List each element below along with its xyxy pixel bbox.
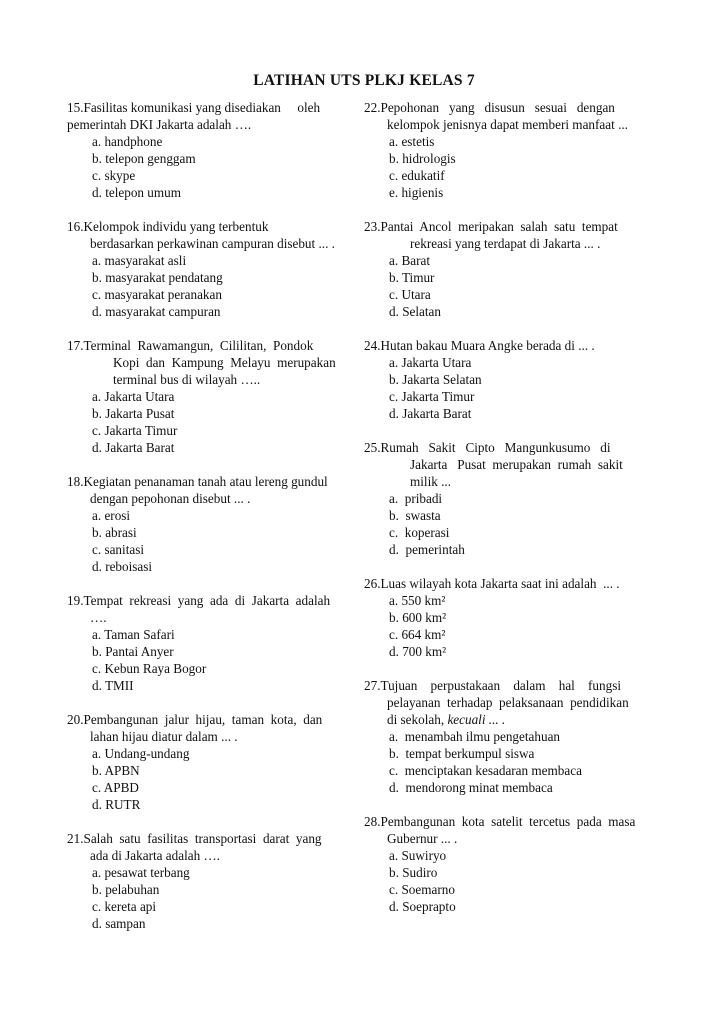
- stem-text: di sekolah,: [387, 712, 448, 727]
- answer-option: c. Utara: [389, 287, 431, 302]
- answer-option: b. pelabuhan: [92, 882, 160, 897]
- question-stem-cont: ….: [90, 610, 107, 625]
- answer-option: d. reboisasi: [92, 559, 153, 574]
- answer-option: a. masyarakat asli: [92, 253, 187, 268]
- question-stem: 18.Kegiatan penanaman tanah atau lereng gundul: [67, 474, 328, 489]
- answer-option: c. kereta api: [92, 899, 157, 914]
- answer-option: b. hidrologis: [389, 151, 456, 166]
- answer-option: d. Jakarta Barat: [92, 440, 175, 455]
- answer-option: d. sampan: [92, 916, 146, 931]
- question-17: [67, 337, 359, 456]
- answer-option: b. Jakarta Selatan: [389, 372, 482, 387]
- question-stem: 21.Salah satu fasilitas transportasi darat yang: [67, 831, 322, 846]
- answer-option: c. Jakarta Timur: [92, 423, 178, 438]
- answer-option: a. Suwiryo: [389, 848, 447, 863]
- answer-option: d. masyarakat campuran: [92, 304, 221, 319]
- question-stem-cont: dengan pepohonan disebut ... .: [90, 491, 251, 506]
- answer-option: b. abrasi: [92, 525, 137, 540]
- answer-option: b. Pantai Anyer: [92, 644, 174, 659]
- question-stem: 26.Luas wilayah kota Jakarta saat ini adalah ... .: [364, 576, 620, 591]
- stem-emphasis: kecuali ... .: [447, 712, 506, 727]
- answer-option: d. Soeprapto: [389, 899, 456, 914]
- right-column: [364, 99, 659, 915]
- answer-option: a. Barat: [389, 253, 431, 268]
- answer-option: b. 600 km²: [389, 610, 447, 625]
- question-22: [364, 99, 659, 201]
- question-stem-cont: kelompok jenisnya dapat memberi manfaat ...: [387, 117, 628, 132]
- answer-option: b. Jakarta Pusat: [92, 406, 175, 421]
- question-stem-cont: Gubernur ... .: [387, 831, 458, 846]
- answer-option: d. pemerintah: [389, 542, 465, 557]
- answer-option: c. masyarakat peranakan: [92, 287, 222, 302]
- question-stem: 25.Rumah Sakit Cipto Mangunkusumo di: [364, 440, 611, 455]
- question-stem-cont: rekreasi yang terdapat di Jakarta ... .: [410, 236, 601, 251]
- answer-option: c. APBD: [92, 780, 139, 795]
- answer-option: b. tempat berkumpul siswa: [389, 746, 535, 761]
- answer-option: c. Kebun Raya Bogor: [92, 661, 207, 676]
- question-24: [364, 337, 659, 422]
- question-25: [364, 439, 659, 558]
- question-stem: 19.Tempat rekreasi yang ada di Jakarta adalah: [67, 593, 331, 608]
- question-stem-cont: pemerintah DKI Jakarta adalah ….: [67, 117, 252, 132]
- answer-option: a. handphone: [92, 134, 163, 149]
- answer-option: d. TMII: [92, 678, 134, 693]
- left-column: [67, 99, 359, 932]
- question-stem-cont: [364, 711, 659, 728]
- answer-option: d. RUTR: [92, 797, 141, 812]
- question-28: [364, 813, 659, 915]
- answer-option: c. skype: [92, 168, 136, 183]
- question-stem-cont: berdasarkan perkawinan campuran disebut ... .: [90, 236, 335, 251]
- question-stem-cont: ada di Jakarta adalah ….: [90, 848, 220, 863]
- answer-option: a. Undang-undang: [92, 746, 190, 761]
- question-stem: 28.Pembangunan kota satelit tercetus pada masa: [364, 814, 636, 829]
- answer-option: a. 550 km²: [389, 593, 446, 608]
- answer-option: b. Sudiro: [389, 865, 438, 880]
- question-26: [364, 575, 659, 660]
- answer-option: a. pribadi: [389, 491, 443, 506]
- answer-option: d. telepon umum: [92, 185, 182, 200]
- answer-option: b. APBN: [92, 763, 140, 778]
- question-stem-cont: Jakarta Pusat merupakan rumah sakit: [410, 457, 623, 472]
- answer-option: a. erosi: [92, 508, 131, 523]
- question-16: [67, 218, 359, 320]
- answer-option: a. Taman Safari: [92, 627, 175, 642]
- answer-option: c. koperasi: [389, 525, 450, 540]
- answer-option: c. sanitasi: [92, 542, 145, 557]
- question-stem: 16.Kelompok individu yang terbentuk: [67, 219, 269, 234]
- answer-option: c. Soemarno: [389, 882, 455, 897]
- question-20: [67, 711, 359, 813]
- question-stem: 27.Tujuan perpustakaan dalam hal fungsi: [364, 678, 621, 693]
- answer-option: b. telepon genggam: [92, 151, 196, 166]
- question-stem: 23.Pantai Ancol meripakan salah satu tempat: [364, 219, 618, 234]
- question-stem: 24.Hutan bakau Muara Angke berada di ... .: [364, 338, 595, 353]
- answer-option: a. Jakarta Utara: [92, 389, 175, 404]
- question-27: [364, 677, 659, 796]
- page-title: LATIHAN UTS PLKJ KELAS 7: [253, 72, 475, 89]
- question-23: [364, 218, 659, 320]
- question-stem-cont: Kopi dan Kampung Melayu merupakan: [113, 355, 336, 370]
- answer-option: a. estetis: [389, 134, 435, 149]
- question-stem: 17.Terminal Rawamangun, Cililitan, Pondok: [67, 338, 314, 353]
- question-15: [67, 99, 359, 201]
- question-18: [67, 473, 359, 575]
- answer-option: a. menambah ilmu pengetahuan: [389, 729, 561, 744]
- question-stem-cont: pelayanan terhadap pelaksanaan pendidikan: [387, 695, 629, 710]
- question-21: [67, 830, 359, 932]
- question-stem-cont: lahan hijau diatur dalam ... .: [90, 729, 238, 744]
- answer-option: d. mendorong minat membaca: [389, 780, 553, 795]
- answer-option: c. menciptakan kesadaran membaca: [389, 763, 582, 778]
- answer-option: b. masyarakat pendatang: [92, 270, 223, 285]
- answer-option: a. Jakarta Utara: [389, 355, 472, 370]
- answer-option: e. higienis: [389, 185, 444, 200]
- answer-option: c. Jakarta Timur: [389, 389, 475, 404]
- answer-option: d. Selatan: [389, 304, 442, 319]
- answer-option: a. pesawat terbang: [92, 865, 190, 880]
- answer-option: d. 700 km²: [389, 644, 447, 659]
- answer-option: d. Jakarta Barat: [389, 406, 472, 421]
- answer-option: b. Timur: [389, 270, 435, 285]
- question-stem: 20.Pembangunan jalur hijau, taman kota, dan: [67, 712, 323, 727]
- answer-option: b. swasta: [389, 508, 441, 523]
- question-stem-cont: milik ...: [410, 474, 452, 489]
- question-stem: 15.Fasilitas komunikasi yang disediakan oleh: [67, 100, 321, 115]
- answer-option: c. 664 km²: [389, 627, 446, 642]
- answer-option: c. edukatif: [389, 168, 445, 183]
- question-19: [67, 592, 359, 694]
- question-stem-cont: terminal bus di wilayah …..: [113, 372, 261, 387]
- question-stem: 22.Pepohonan yang disusun sesuai dengan: [364, 100, 615, 115]
